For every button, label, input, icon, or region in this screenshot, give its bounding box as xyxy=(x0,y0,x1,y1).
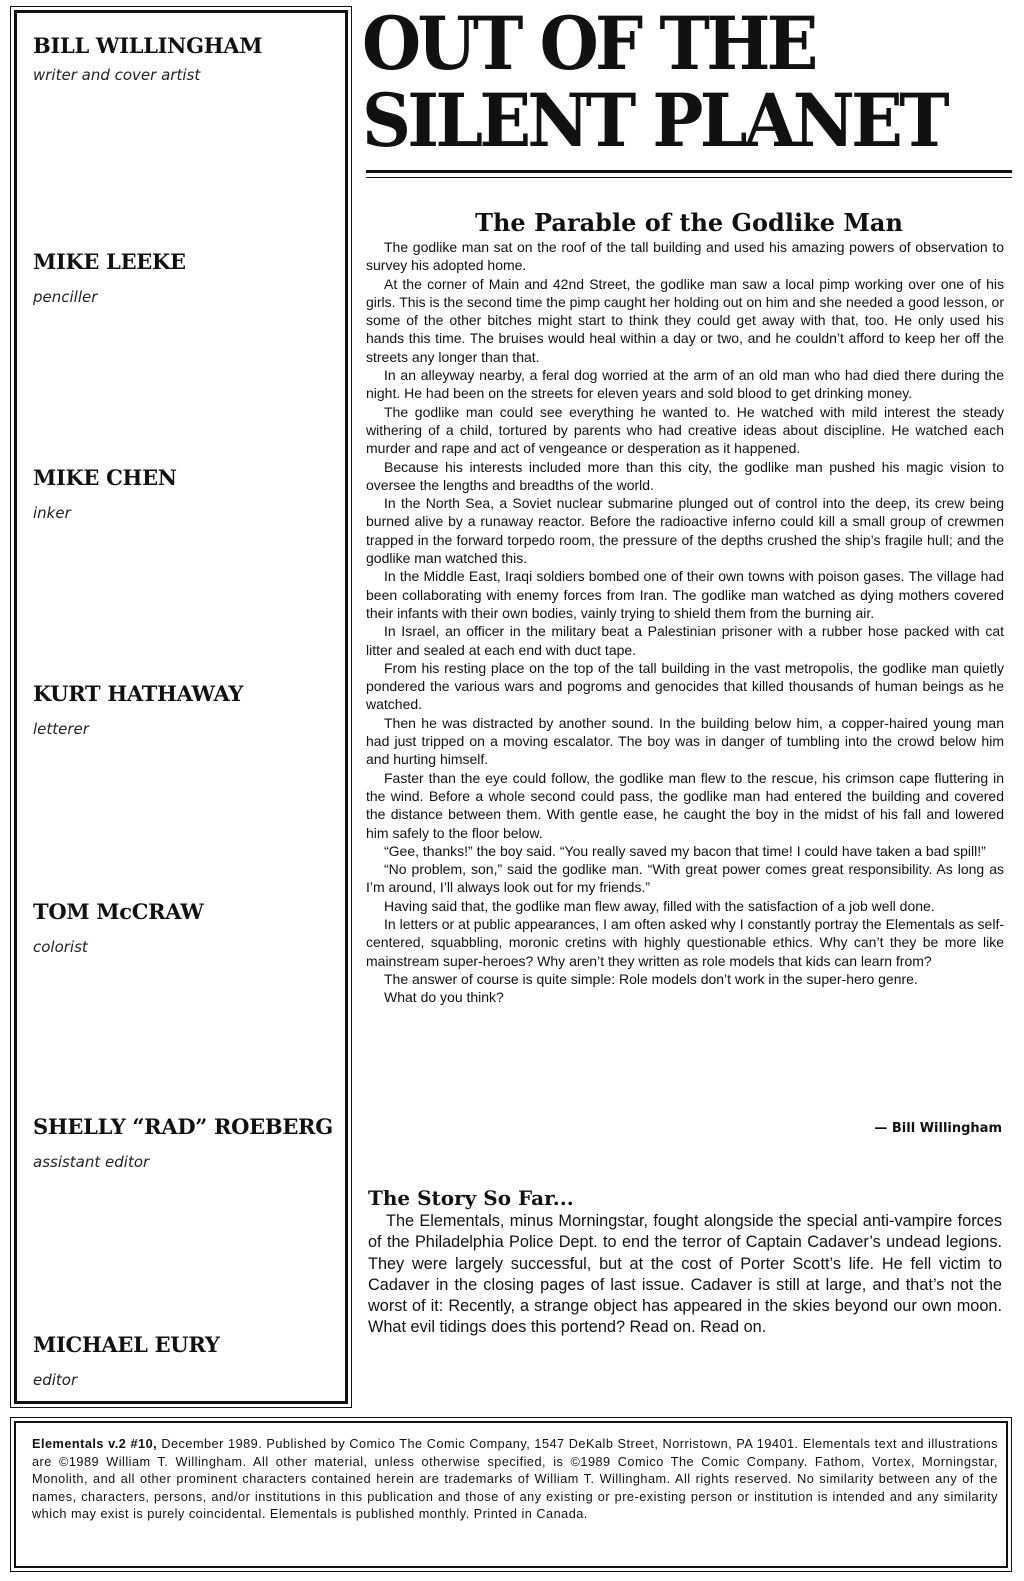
credit-name: MIKE LEEKE xyxy=(33,249,186,274)
credit-assistant-editor xyxy=(33,1114,337,1171)
title-line-1: OUT OF THE xyxy=(362,1,815,87)
indicia-box xyxy=(14,1421,1008,1568)
credit-name: SHELLY “RAD” ROEBERG xyxy=(33,1114,333,1139)
author-signature: — Bill Willingham xyxy=(874,1121,1002,1136)
credit-name: TOM McCRAW xyxy=(33,899,204,924)
title-divider-thin xyxy=(366,177,1012,178)
credit-role: penciller xyxy=(33,288,98,306)
credit-colorist xyxy=(33,899,337,956)
article-paragraph: The godlike man sat on the roof of the tall building and used his amazing powers of observation to survey his adopted home. xyxy=(366,239,1004,274)
credit-role: editor xyxy=(33,1371,78,1389)
article-body xyxy=(366,238,1004,1006)
credit-inker xyxy=(33,465,337,522)
credit-role: writer and cover artist xyxy=(33,66,201,84)
credit-letterer xyxy=(33,681,337,738)
article-paragraph: Then he was distracted by another sound. In the building below him, a copper-haired young man had just tripped on a moving escalator. The boy was in danger of tumbling into the crowd below him and hurting himself. xyxy=(366,714,1004,768)
credit-name: BILL WILLINGHAM xyxy=(33,33,263,58)
story-title: The Story So Far... xyxy=(368,1186,574,1210)
article-paragraph: At the corner of Main and 42nd Street, the godlike man saw a local pimp working over one of his girls. This is the second time the pimp caught her holding out on him and she needed a good lesson, or some of the other bitches might start to think they could get away with that, too. He only used his hands this time. The bruises would heal within a day or two, and he couldn’t afford to keep her off the streets any longer than that. xyxy=(366,275,1004,365)
article-paragraph: “No problem, son,” said the godlike man. “With great power comes great responsibility. As long as I’m around, I’ll always look out for my friends.” xyxy=(366,861,1004,896)
article-paragraph: In Israel, an officer in the military beat a Palestinian prisoner with a rubber hose packed with cat litter and sealed at each end with duct tape. xyxy=(366,623,1004,658)
title-line-2: SILENT PLANET xyxy=(362,78,946,164)
credits-box xyxy=(14,10,348,1404)
article-paragraph: In the North Sea, a Soviet nuclear submarine plunged out of control into the deep, its crew being burned alive by a runaway reactor. Before the radioactive inferno could kill a small group of crewmen trapped in the forward torpedo room, the pressure of the depths crushed the ship’s fragile hull; and the godlike man watched this. xyxy=(366,495,1004,567)
article-paragraph: Because his interests included more than this city, the godlike man pushed his magic vision to oversee the lengths and breadths of the world. xyxy=(366,458,1004,493)
article-paragraph: What do you think? xyxy=(384,989,504,1006)
article-paragraph: In the Middle East, Iraqi soldiers bombed one of their own towns with poison gases. The village had been collaborating with enemy forces from Iran. The godlike man watched as dying mothers covered their infants with their own bodies, vainly trying to shield them from the burning air. xyxy=(366,568,1004,621)
story-text: The Elementals, minus Morningstar, fought alongside the special anti-vampire forces of the Philadelphia Police Dept. to end the terror of Captain Cadaver’s undead legions. They were largely successful, but at the cost of Porter Scott’s life. He fell victim to Cadaver in the closing pages of last issue. Cadaver is still at large, and that’s not the worst of it: Recently, a strange object has appeared in the skies beyond our own moon. What evil tidings does this portend? Read on. Read on. xyxy=(368,1212,1002,1337)
credit-role: colorist xyxy=(33,938,88,956)
article-paragraph: From his resting place on the top of the tall building in the vast metropolis, the godlike man quietly pondered the various wars and pogroms and genocides that killed thousands of human beings as he watched. xyxy=(366,659,1004,713)
credit-name: MICHAEL EURY xyxy=(33,1332,220,1357)
credit-role: inker xyxy=(33,504,71,522)
article-paragraph: “Gee, thanks!” the boy said. “You really saved my bacon that time! I could have taken a bad spill!” xyxy=(384,842,986,859)
article-paragraph: Having said that, the godlike man flew away, filled with the satisfaction of a job well done. xyxy=(384,897,935,914)
article-paragraph: The answer of course is quite simple: Role models don’t work in the super-hero genre. xyxy=(384,970,918,987)
indicia-text xyxy=(32,1436,998,1524)
indicia-body: December 1989. Published by Comico The Comic Company, 1547 DeKalb Street, Norristown, PA 19401. Elementals text and illustrations are ©1989 William T. Willingham. All other material, unless otherwise specified, is ©1989 Comico The Comic Company. Fathom, Vortex, Morningstar, Monolith, and all other prominent characters contained herein are trademarks of William T. Willingham. All rights reserved. No similarity between any of the names, characters, persons, and/or institutions in this publication and those of any existing or pre-existing person or institution is intended and any similarity which may exist is purely coincidental. Elementals is published monthly. Printed in Canada. xyxy=(32,1437,999,1522)
article-paragraph: In an alleyway nearby, a feral dog worried at the arm of an old man who had died there during the night. He had been on the streets for eleven years and sold blood to get drinking money. xyxy=(366,367,1004,402)
credit-editor xyxy=(33,1332,337,1389)
credit-penciller xyxy=(33,249,337,306)
credit-role: letterer xyxy=(33,720,89,738)
article-paragraph: Faster than the eye could follow, the godlike man flew to the rescue, his crimson cape fluttering in the wind. Before a whole second could pass, the godlike man had entered the building and covered the distance between them. With gentle ease, he caught the boy in the midst of his fall and lowered him safely to the floor below. xyxy=(366,769,1004,841)
credit-writer xyxy=(33,33,337,84)
article-title: The Parable of the Godlike Man xyxy=(475,208,903,237)
page-title xyxy=(362,1,967,164)
title-divider xyxy=(366,170,1012,173)
credit-name: KURT HATHAWAY xyxy=(33,681,244,706)
indicia-lead: Elementals v.2 #10, xyxy=(32,1437,158,1451)
credit-role: assistant editor xyxy=(33,1153,150,1171)
credit-name: MIKE CHEN xyxy=(33,465,177,490)
article-paragraph: In letters or at public appearances, I am often asked why I constantly portray the Elementals as self-centered, squabbling, moronic cretins with highly questionable ethics. Why can’t they be more like mainstream super-heroes? Why aren’t they written as role models that kids can learn from? xyxy=(366,915,1004,969)
article-paragraph: The godlike man could see everything he wanted to. He watched with mild interest the steady withering of a child, tortured by parents who had creative ideas about discipline. He watched each murder and rape and act of vengeance or desperation as it happened. xyxy=(366,403,1004,457)
